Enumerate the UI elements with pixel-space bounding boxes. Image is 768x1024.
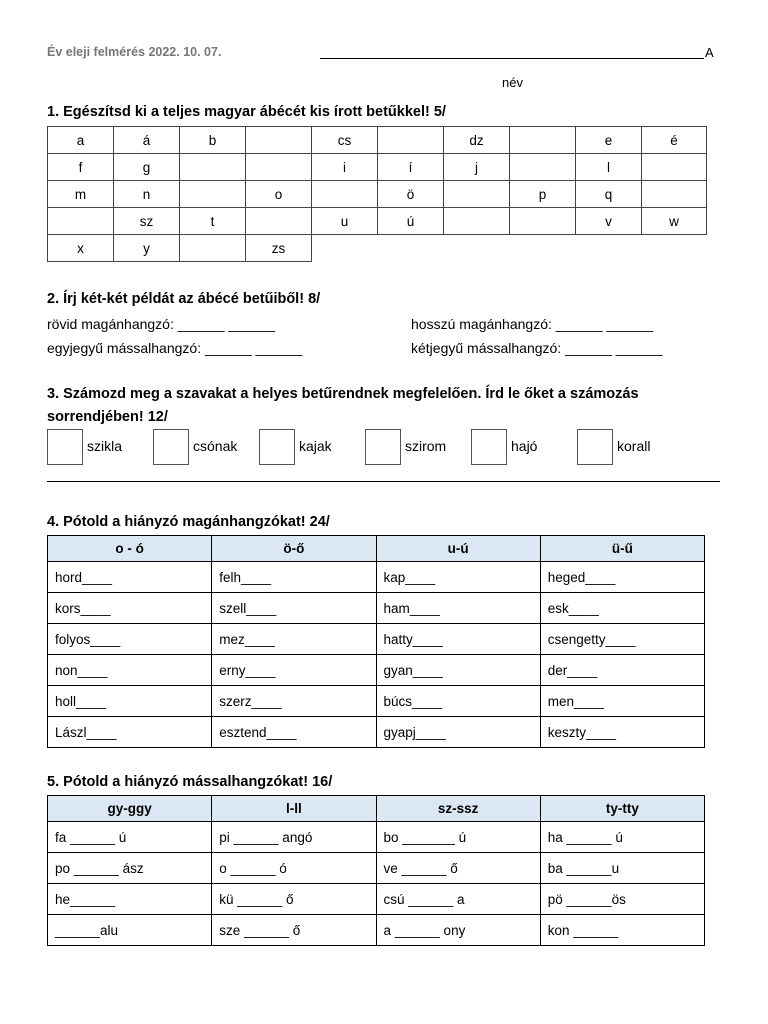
table-row [48,593,705,624]
fill-cell[interactable]: ve ______ ő [376,853,540,884]
alphabet-empty [312,235,378,262]
alphabet-cell: sz [114,208,180,235]
alphabet-cell[interactable] [510,154,576,181]
order-box[interactable] [577,429,613,465]
table-row [48,655,705,686]
fill-cell[interactable]: non____ [48,655,212,686]
fill-cell[interactable]: ha ______ ú [540,822,704,853]
fill-cell[interactable]: kap____ [376,562,540,593]
alphabet-cell: b [180,127,246,154]
worksheet-title: Év eleji felmérés 2022. 10. 07. [47,45,222,59]
table-row [48,915,705,946]
q2-short-vowel[interactable]: rövid magánhangzó: ______ ______ [47,316,276,332]
column-header: ty-tty [540,796,704,822]
fill-cell[interactable]: kü ______ ő [212,884,376,915]
q5-title: 5. Pótold a hiányzó mássalhangzókat! 16/ [47,774,333,790]
name-label: név [502,75,523,90]
alphabet-cell[interactable] [312,181,378,208]
fill-cell[interactable]: der____ [540,655,704,686]
vowel-table [47,535,705,748]
alphabet-cell: q [576,181,642,208]
word-label: korall [617,438,651,454]
alphabet-cell[interactable] [180,154,246,181]
alphabet-cell: dz [444,127,510,154]
alphabet-cell: a [48,127,114,154]
fill-cell[interactable]: csengetty____ [540,624,704,655]
fill-cell[interactable]: o ______ ó [212,853,376,884]
alphabet-cell: e [576,127,642,154]
alphabet-row [48,235,707,262]
alphabet-empty [642,235,707,262]
fill-cell[interactable]: erny____ [212,655,376,686]
vowel-header-row [48,536,705,562]
alphabet-cell: zs [246,235,312,262]
alphabet-cell: i [312,154,378,181]
name-line [320,58,704,59]
column-header: u-ú [376,536,540,562]
fill-cell[interactable]: ______alu [48,915,212,946]
alphabet-cell[interactable] [642,154,707,181]
alphabet-cell[interactable] [48,208,114,235]
fill-cell[interactable]: gyapj____ [376,717,540,748]
fill-cell[interactable]: ham____ [376,593,540,624]
alphabet-row [48,181,707,208]
alphabet-cell: í [378,154,444,181]
fill-cell[interactable]: Lászl____ [48,717,212,748]
alphabet-cell: n [114,181,180,208]
table-row [48,624,705,655]
order-box[interactable] [259,429,295,465]
alphabet-cell: é [642,127,707,154]
alphabet-cell: v [576,208,642,235]
fill-cell[interactable]: szerz____ [212,686,376,717]
alphabet-cell[interactable] [246,127,312,154]
alphabet-cell[interactable] [444,208,510,235]
fill-cell[interactable]: a ______ ony [376,915,540,946]
fill-cell[interactable]: hatty____ [376,624,540,655]
alphabet-cell: u [312,208,378,235]
fill-cell[interactable]: holl____ [48,686,212,717]
alphabet-empty [576,235,642,262]
alphabet-empty [378,235,444,262]
fill-cell[interactable]: heged____ [540,562,704,593]
consonant-header-row [48,796,705,822]
order-box[interactable] [47,429,83,465]
fill-cell[interactable]: bo _______ ú [376,822,540,853]
order-box[interactable] [365,429,401,465]
column-header: ö-ő [212,536,376,562]
q2-digraph-consonant[interactable]: kétjegyű mássalhangzó: ______ ______ [411,340,663,356]
fill-cell[interactable]: pi ______ angó [212,822,376,853]
fill-cell[interactable]: pö ______ös [540,884,704,915]
fill-cell[interactable]: esztend____ [212,717,376,748]
fill-cell[interactable]: keszty____ [540,717,704,748]
alphabet-cell[interactable] [180,181,246,208]
alphabet-cell: p [510,181,576,208]
word-label: csónak [193,438,238,454]
table-row [48,853,705,884]
alphabet-cell[interactable] [246,208,312,235]
alphabet-cell: o [246,181,312,208]
fill-cell[interactable]: kon ______ [540,915,704,946]
word-label: szikla [87,438,123,454]
word-label: kajak [299,438,332,454]
alphabet-row [48,154,707,181]
order-box[interactable] [471,429,507,465]
class-letter: A [705,45,714,60]
word-order-row [47,429,727,465]
fill-cell[interactable]: ba ______u [540,853,704,884]
alphabet-cell: t [180,208,246,235]
column-header: l-ll [212,796,376,822]
order-box[interactable] [153,429,189,465]
fill-cell[interactable]: kors____ [48,593,212,624]
alphabet-cell: ú [378,208,444,235]
q4-title: 4. Pótold a hiányzó magánhangzókat! 24/ [47,514,330,530]
alphabet-cell[interactable] [510,208,576,235]
fill-cell[interactable]: po ______ ász [48,853,212,884]
q2-title: 2. Írj két-két példát az ábécé betűiből! 8/ [47,291,321,307]
word-label: szirom [405,438,447,454]
column-header: gy-ggy [48,796,212,822]
alphabet-cell: w [642,208,707,235]
fill-cell[interactable]: gyan____ [376,655,540,686]
alphabet-cell: m [48,181,114,208]
alphabet-cell[interactable] [180,235,246,262]
alphabet-cell[interactable] [246,154,312,181]
alphabet-cell[interactable] [642,181,707,208]
alphabet-cell[interactable] [378,127,444,154]
alphabet-empty [444,235,510,262]
fill-cell[interactable]: búcs____ [376,686,540,717]
q2-long-vowel[interactable]: hosszú magánhangzó: ______ ______ [411,316,654,332]
fill-cell[interactable]: he______ [48,884,212,915]
alphabet-cell: cs [312,127,378,154]
q3-title-line1: 3. Számozd meg a szavakat a helyes betűrendnek megfelelően. Írd le őket a számozás [47,386,639,402]
column-header: ü-ű [540,536,704,562]
fill-cell[interactable]: fa ______ ú [48,822,212,853]
fill-cell[interactable]: folyos____ [48,624,212,655]
fill-cell[interactable]: men____ [540,686,704,717]
alphabet-empty [510,235,576,262]
answer-line[interactable] [47,481,720,482]
word-label: hajó [511,438,538,454]
table-row [48,686,705,717]
q1-title: 1. Egészítsd ki a teljes magyar ábécét kis írott betűkkel! 5/ [47,104,446,120]
fill-cell[interactable]: hord____ [48,562,212,593]
alphabet-table [47,126,707,262]
fill-cell[interactable]: sze ______ ő [212,915,376,946]
table-row [48,822,705,853]
alphabet-cell: x [48,235,114,262]
q3-title-line2: sorrendjében! 12/ [47,409,168,425]
fill-cell[interactable]: esk____ [540,593,704,624]
fill-cell[interactable]: csú ______ a [376,884,540,915]
column-header: o - ó [48,536,212,562]
alphabet-cell: á [114,127,180,154]
consonant-table [47,795,705,946]
column-header: sz-ssz [376,796,540,822]
alphabet-row [48,208,707,235]
alphabet-cell[interactable] [444,181,510,208]
fill-cell[interactable]: mez____ [212,624,376,655]
fill-cell[interactable]: szell____ [212,593,376,624]
alphabet-cell: j [444,154,510,181]
alphabet-cell: l [576,154,642,181]
alphabet-row [48,127,707,154]
table-row [48,884,705,915]
q2-single-consonant[interactable]: egyjegyű mássalhangzó: ______ ______ [47,340,303,356]
fill-cell[interactable]: felh____ [212,562,376,593]
table-row [48,717,705,748]
alphabet-cell: y [114,235,180,262]
alphabet-cell[interactable] [510,127,576,154]
alphabet-cell: g [114,154,180,181]
alphabet-cell: f [48,154,114,181]
table-row [48,562,705,593]
alphabet-cell: ö [378,181,444,208]
